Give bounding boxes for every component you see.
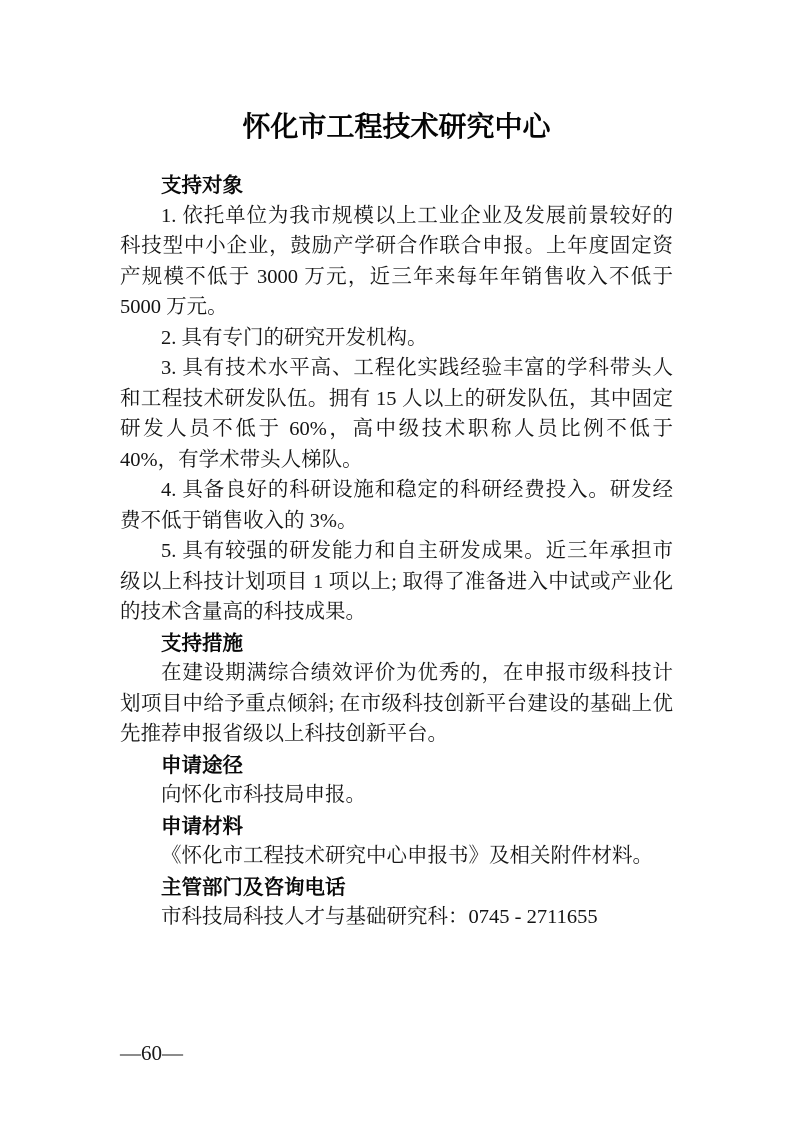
application-materials-paragraph: 《怀化市工程技术研究中心申报书》及相关附件材料。 — [161, 845, 653, 867]
document-body — [120, 170, 673, 933]
section-heading-department-phone: 主管部门及咨询电话 — [161, 874, 346, 899]
support-targets-item-2: 2. 具有专门的研究开发机构。 — [161, 326, 428, 349]
document-title: 怀化市工程技术研究中心 — [242, 112, 551, 143]
section-heading-support-measures: 支持措施 — [161, 630, 243, 655]
support-measures-paragraph: 在建设期满综合绩效评价为优秀的，在申报市级科技计划项目中给予重点倾斜; 在市级科技创新平台建设的基础上优先推荐申报省级以上科技创新平台。 — [120, 662, 673, 745]
support-targets-item-3: 3. 具有技术水平高、工程化实践经验丰富的学科带头人和工程技术研发队伍。拥有 15 人以上的研发队伍，其中固定研发人员不低于 60%，高中级技术职称人员比例不低于 40%，有学术带头人梯队。 — [120, 357, 673, 471]
support-targets-item-4: 4. 具备良好的科研设施和稳定的科研经费投入。研发经费不低于销售收入的 3%。 — [120, 479, 673, 532]
section-heading-application-channel: 申请途径 — [161, 752, 243, 777]
section-heading-application-materials: 申请材料 — [161, 813, 243, 838]
page-number: —60— — [120, 1041, 183, 1065]
application-channel-paragraph: 向怀化市科技局申报。 — [161, 784, 366, 806]
department-phone-paragraph: 市科技局科技人才与基础研究科：0745 - 2711655 — [161, 906, 598, 928]
support-targets-item-1: 1. 依托单位为我市规模以上工业企业及发展前景较好的科技型中小企业，鼓励产学研合作联合申报。上年度固定资产规模不低于 3000 万元，近三年来每年年销售收入不低于 5000 万元。 — [120, 204, 673, 318]
section-heading-support-targets: 支持对象 — [161, 173, 243, 197]
support-targets-item-5: 5. 具有较强的研发能力和自主研发成果。近三年承担市级以上科技计划项目 1 项以上; 取得了准备进入中试或产业化的技术含量高的科技成果。 — [120, 540, 673, 623]
